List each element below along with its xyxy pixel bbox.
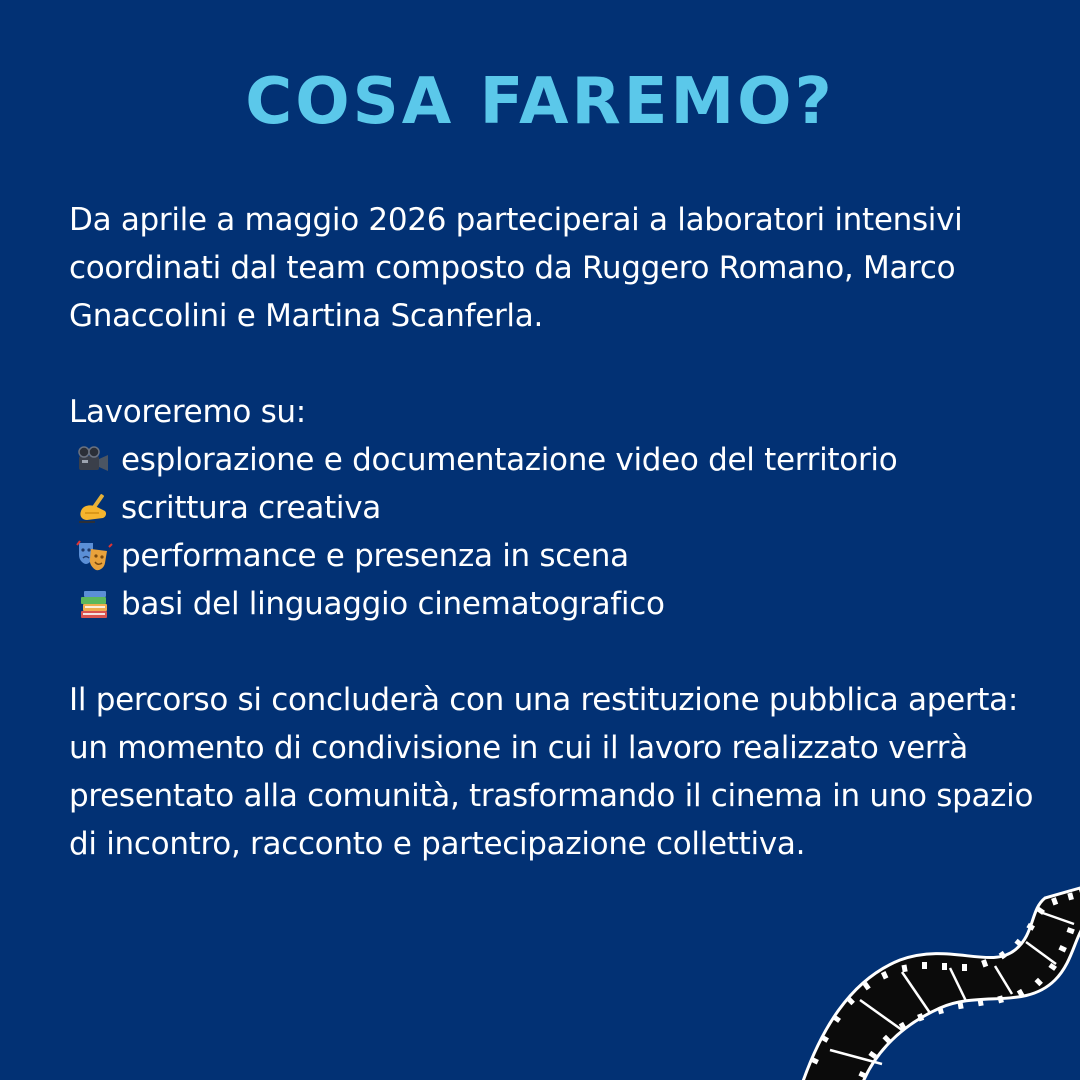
list-item [69,484,1059,532]
list-item [69,580,1059,628]
list-item-label: esplorazione e documentazione video del territorio [121,442,898,478]
list-item [69,532,1059,580]
page-title: COSA FAREMO? [245,65,835,139]
intro-paragraph: Da aprile a maggio 2026 parteciperai a laboratori intensivi coordinati dal team composto da Ruggero Romano, Marco Gnaccolini e Martina Scanferla. [69,202,963,334]
closing-paragraph: Il percorso si concluderà con una restituzione pubblica aperta: un momento di condivisione in cui il lavoro realizzato verrà presentato alla comunità, trasformando il cinema in uno spazio di incontro, racconto e partecipazione collettiva. [69,682,1034,862]
list-item-label: performance e presenza in scena [121,538,629,574]
writing-hand-icon [75,491,113,525]
film-strip-decoration [790,880,1080,1080]
list-item [69,436,1059,484]
list-item-label: scrittura creativa [121,490,381,526]
theater-masks-icon [75,539,113,573]
work-heading: Lavoreremo su: [69,394,306,430]
video-camera-icon [75,443,113,477]
list-item-label: basi del linguaggio cinematografico [121,586,665,622]
books-icon [75,587,113,621]
work-list [69,388,1059,628]
main-content [69,196,1059,868]
